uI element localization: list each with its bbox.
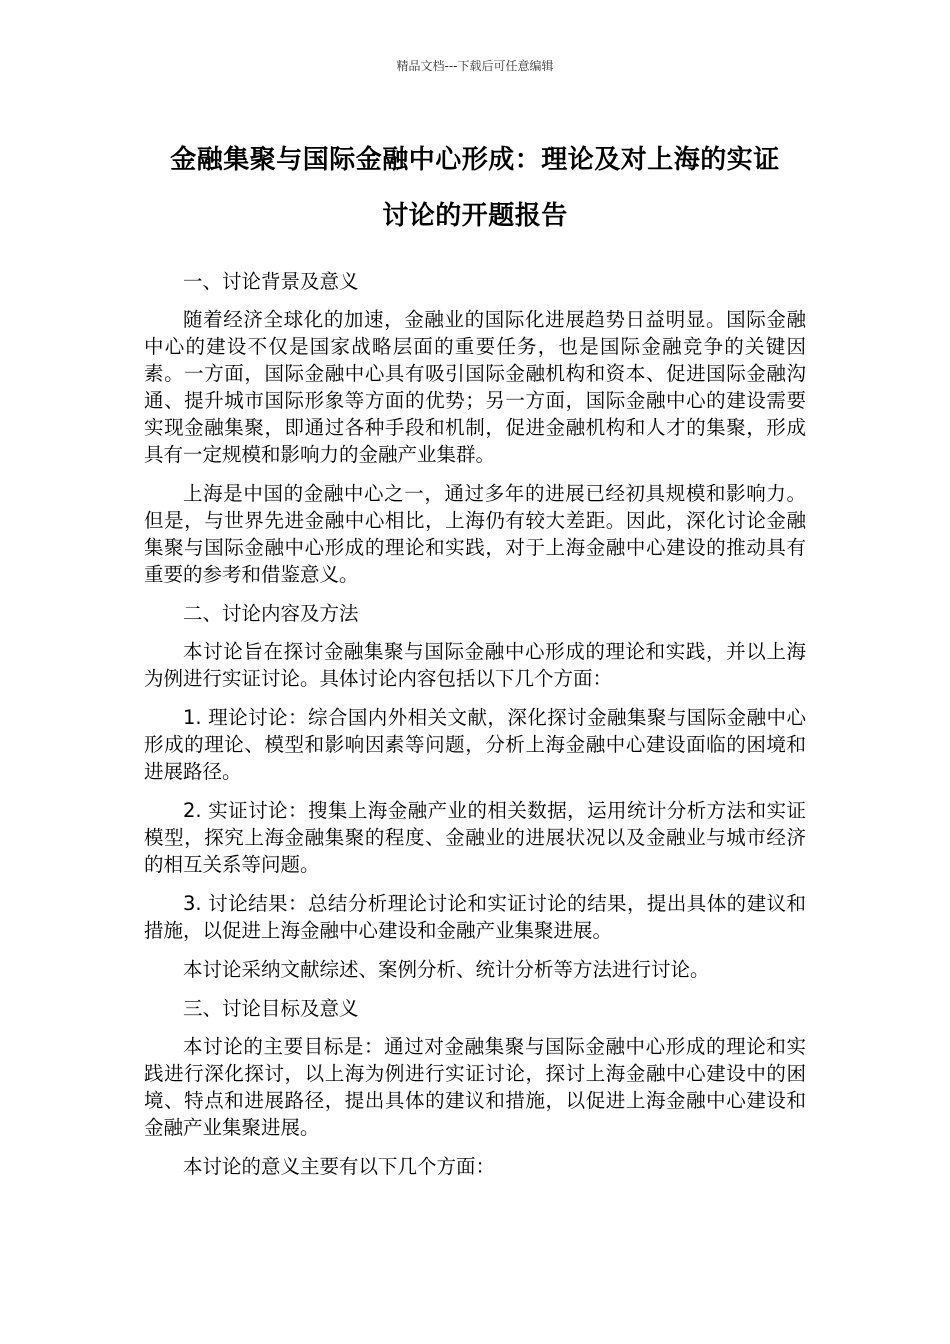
paragraph-goals: 本讨论的主要目标是：通过对金融集聚与国际金融中心形成的理论和实践进行深化探讨，以上海为例进行实证讨论，探讨上海金融中心建设中的困境、特点和进展路径，提出具体的建议和措施，以促进上海金融中心建设和金融产业集聚进展。 bbox=[144, 1035, 806, 1139]
header-note: 精品文档---下载后可任意编辑 bbox=[396, 59, 554, 73]
section-heading-background: 一、讨论背景及意义 bbox=[183, 270, 359, 293]
title-line-2: 讨论的开题报告 bbox=[382, 201, 568, 231]
paragraph-methods: 本讨论采纳文献综述、案例分析、统计分析等方法进行讨论。 bbox=[183, 958, 710, 981]
paragraph-theory-research: 1. 理论讨论：综合国内外相关文献，深化探讨金融集聚与国际金融中心形成的理论、模型和影响因素等问题，分析上海金融中心建设面临的困境和进展路径。 bbox=[144, 706, 806, 783]
document-body bbox=[144, 268, 806, 1192]
document-title bbox=[120, 132, 830, 244]
section-heading-goals: 三、讨论目标及意义 bbox=[183, 997, 359, 1020]
paragraph-background-2: 上海是中国的金融中心之一，通过多年的进展已经初具规模和影响力。但是，与世界先进金融中心相比，上海仍有较大差距。因此，深化讨论金融集聚与国际金融中心形成的理论和实践，对于上海金融中心建设的推动具有重要的参考和借鉴意义。 bbox=[144, 482, 806, 586]
paragraph-research-results: 3. 讨论结果：总结分析理论讨论和实证讨论的结果，提出具体的建议和措施，以促进上海金融中心建设和金融产业集聚进展。 bbox=[144, 892, 806, 942]
paragraph-empirical-research: 2. 实证讨论：搜集上海金融产业的相关数据，运用统计分析方法和实证模型，探究上海金融集聚的程度、金融业的进展状况以及金融业与城市经济的相互关系等问题。 bbox=[144, 799, 806, 876]
paragraph-background-1: 随着经济全球化的加速，金融业的国际化进展趋势日益明显。国际金融中心的建设不仅是国家战略层面的重要任务，也是国际金融竞争的关键因素。一方面，国际金融中心具有吸引国际金融机构和资本、促进国际金融沟通、提升城市国际形象等方面的优势；另一方面，国际金融中心的建设需要实现金融集聚，即通过各种手段和机制，促进金融机构和人才的集聚，形成具有一定规模和影响力的金融产业集群。 bbox=[144, 308, 806, 466]
paragraph-content-intro: 本讨论旨在探讨金融集聚与国际金融中心形成的理论和实践，并以上海为例进行实证讨论。具体讨论内容包括以下几个方面： bbox=[144, 640, 806, 690]
title-line-1: 金融集聚与国际金融中心形成：理论及对上海的实证 bbox=[170, 145, 780, 175]
paragraph-significance-intro: 本讨论的意义主要有以下几个方面： bbox=[183, 1155, 496, 1178]
section-heading-content-methods: 二、讨论内容及方法 bbox=[183, 602, 359, 625]
